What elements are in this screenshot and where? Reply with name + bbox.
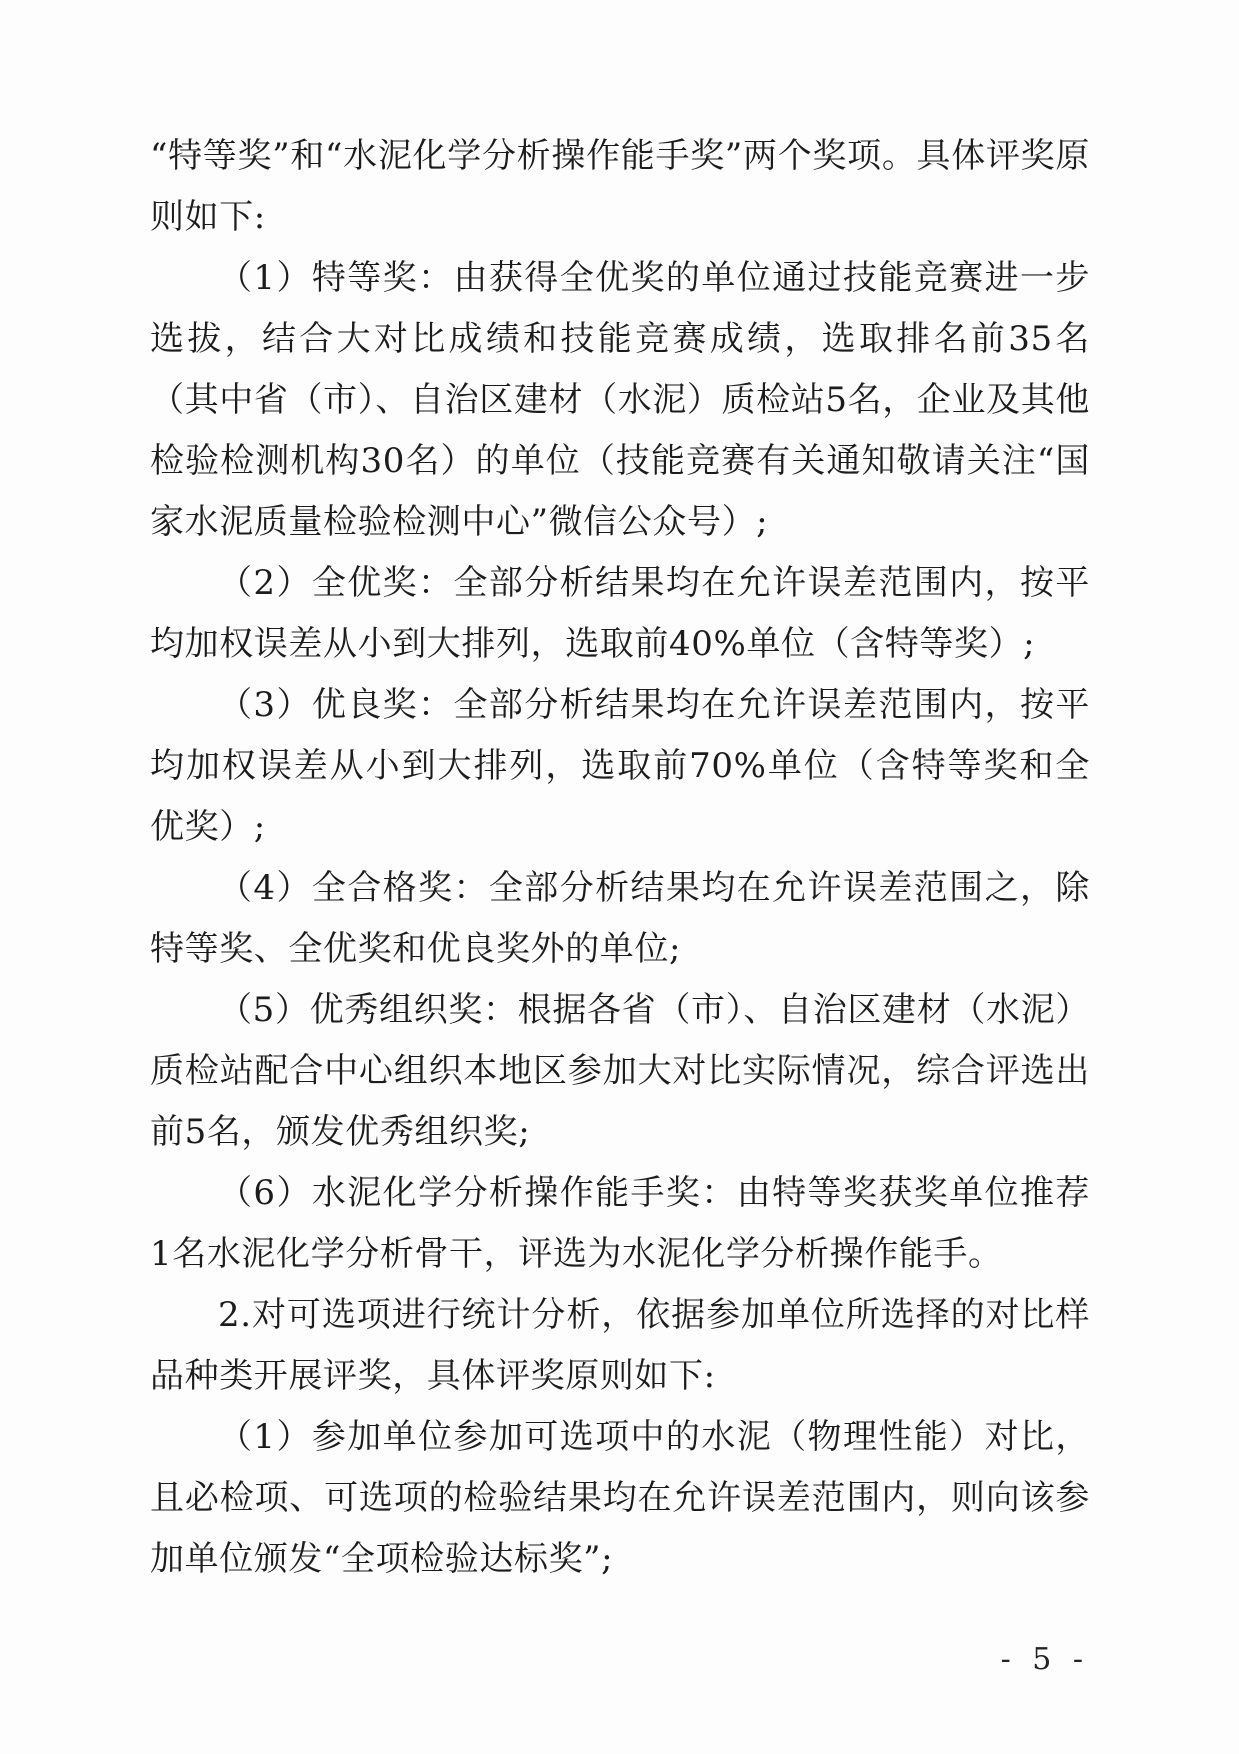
paragraph-special-award: （1）特等奖：由获得全优奖的单位通过技能竞赛进一步选拔，结合大对比成绩和技能竞赛成绩，选取排名前35名（其中省（市）、自治区建材（水泥）质检站5名，企业及其他检验检测机构30名）的单位（技能竞赛有关通知敬请关注“国家水泥质量检验检测中心”微信公众号）; [150,258,1090,542]
paragraph-qualified-award: （4）全合格奖：全部分析结果均在允许误差范围之，除特等奖、全优奖和优良奖外的单位; [150,868,1090,969]
paragraph-full-inspection-award: （1）参加单位参加可选项中的水泥（物理性能）对比，且必检项、可选项的检验结果均在允许误差范围内，则向该参加单位颁发“全项检验达标奖”; [150,1417,1090,1579]
paragraph-good-award: （3）优良奖：全部分析结果均在允许误差范围内，按平均加权误差从小到大排列，选取前70%单位（含特等奖和全优奖）; [150,685,1090,847]
paragraph-excellent-award: （2）全优奖：全部分析结果均在允许误差范围内，按平均加权误差从小到大排列，选取前40%单位（含特等奖）; [150,563,1090,664]
body-text [150,126,1090,1590]
paragraph-award-items: “特等奖”和“水泥化学分析操作能手奖”两个奖项。具体评奖原则如下: [150,136,1090,237]
paragraph-operator-award: （6）水泥化学分析操作能手奖：由特等奖获奖单位推荐1名水泥化学分析骨干，评选为水泥化学分析操作能手。 [150,1173,1090,1274]
paragraph-organization-award: （5）优秀组织奖：根据各省（市）、自治区建材（水泥）质检站配合中心组织本地区参加大对比实际情况，综合评选出前5名，颁发优秀组织奖; [150,990,1090,1152]
paragraph-optional-items: 2.对可选项进行统计分析，依据参加单位所选择的对比样品种类开展评奖，具体评奖原则如下: [150,1295,1090,1396]
page-number: - 5 - [1000,1642,1089,1677]
